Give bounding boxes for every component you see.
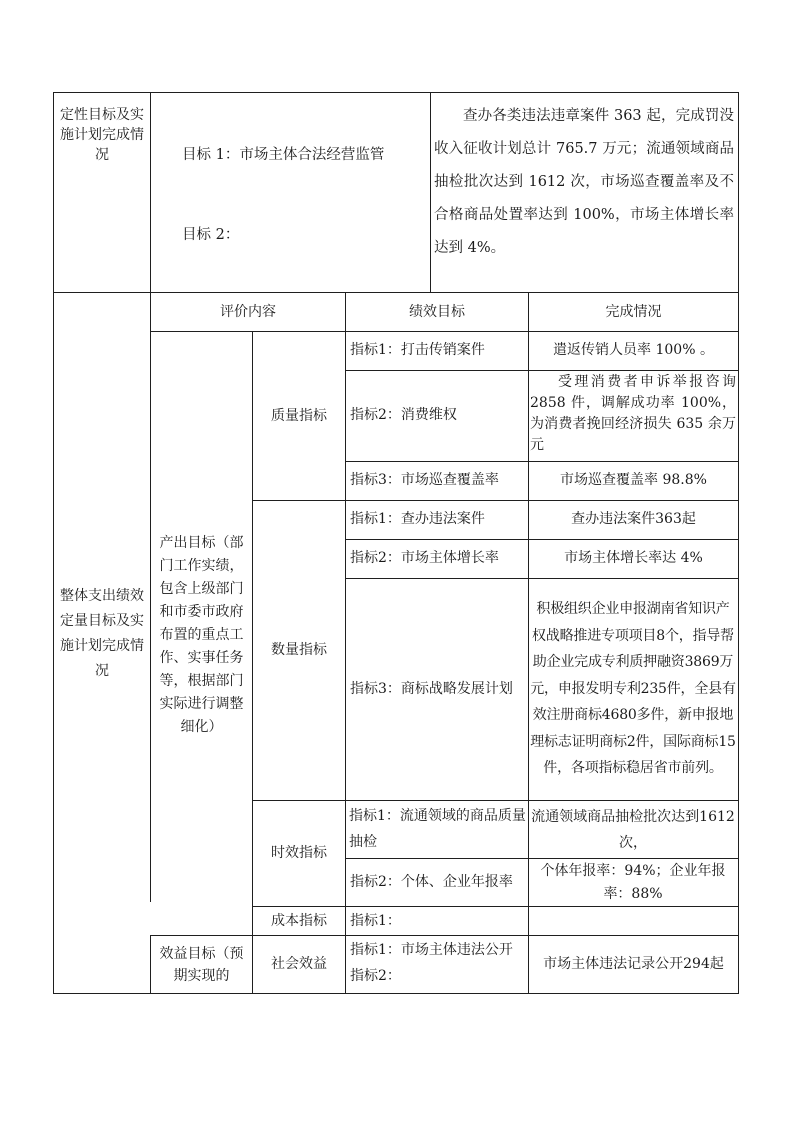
timeliness-indicator-1: 指标1：流通领域的商品质量抽检 xyxy=(349,808,526,850)
benefit-goal-label: 效益目标（预期实现的 xyxy=(159,945,244,984)
quantity-result-1: 查办违法案件363起 xyxy=(571,511,696,527)
timeliness-result-2: 个体年报率：94%；企业年报率：88% xyxy=(540,862,726,902)
quality-indicator-label: 质量指标 xyxy=(271,407,327,424)
social-benefit-result: 市场主体违法记录公开294起 xyxy=(543,956,724,972)
cost-indicator-label: 成本指标 xyxy=(271,912,327,929)
quantity-result-3: 积极组织企业申报湖南省知识产权战略推进专项项目8个，指导帮助企业完成专利质押融资3869万元，申报发明专利235件，全县有效注册商标4680多件，新申报地理标志证明商标2件，国际商标15件，各项指标稳居省市前列。 xyxy=(530,601,736,777)
quality-result-2: 受理消费者申诉举报咨询2858 件，调解成功率 100%，为消费者挽回经济损失 635 余万元 xyxy=(530,374,736,453)
table-top-border xyxy=(53,92,739,93)
header-completion-status: 完成情况 xyxy=(605,303,662,320)
col-line xyxy=(430,92,431,292)
quality-result-3: 市场巡查覆盖率 98.8% xyxy=(560,472,707,488)
col-line xyxy=(150,92,151,902)
table-left-border xyxy=(53,92,54,994)
social-benefit-indicator-2: 指标2： xyxy=(350,968,401,984)
cost-result-1 xyxy=(529,907,738,935)
output-goal-label: 产出目标（部门工作实绩，包含上级部门和市委市政府布置的重点工作、实事任务等，根据部门实际进行调整细化） xyxy=(159,534,244,735)
qualitative-result-text: 查办各类违法违章案件 363 起，完成罚没收入征收计划总计 765.7 万元；流通领域商品抽检批次达到 1612 次，市场巡查覆盖率及不合格商品处置率达到 100%，市场主体增长率达到 4%。 xyxy=(434,108,734,256)
social-benefit-indicator-1: 指标1：市场主体违法公开 xyxy=(350,942,513,958)
header-performance-target: 绩效目标 xyxy=(409,303,465,320)
header-evaluation-content: 评价内容 xyxy=(220,303,276,320)
timeliness-result-1: 流通领域商品抽检批次达到1612次， xyxy=(531,808,735,851)
quality-result-1: 遣返传销人员率 100% 。 xyxy=(553,342,714,358)
quantity-indicator-1: 指标1：查办违法案件 xyxy=(350,511,485,527)
quality-indicator-2: 指标2：消费维权 xyxy=(350,407,457,423)
qualitative-goals-label: 定性目标及实施计划完成情况 xyxy=(60,107,144,163)
quantity-indicator-label: 数量指标 xyxy=(271,642,327,658)
quantity-indicator-2: 指标2：市场主体增长率 xyxy=(350,550,499,566)
quality-indicator-1: 指标1：打击传销案件 xyxy=(350,342,485,358)
timeliness-indicator-2: 指标2：个体、企业年报率 xyxy=(350,873,513,890)
cost-indicator-1: 指标1： xyxy=(350,912,401,929)
quantity-result-2: 市场主体增长率达 4% xyxy=(564,550,703,566)
goal-1-text: 目标 1：市场主体合法经营监管 xyxy=(182,147,385,163)
table-bottom-border xyxy=(53,993,739,994)
quantity-indicator-3: 指标3：商标战略发展计划 xyxy=(350,680,513,697)
col-line xyxy=(528,292,529,993)
social-benefit-label: 社会效益 xyxy=(271,956,327,972)
timeliness-indicator-label: 时效指标 xyxy=(271,845,327,861)
goal-2-text: 目标 2： xyxy=(182,227,240,243)
quality-indicator-3: 指标3：市场巡查覆盖率 xyxy=(350,472,499,488)
overall-quantitative-label: 整体支出绩效定量目标及实施计划完成情况 xyxy=(60,588,144,679)
